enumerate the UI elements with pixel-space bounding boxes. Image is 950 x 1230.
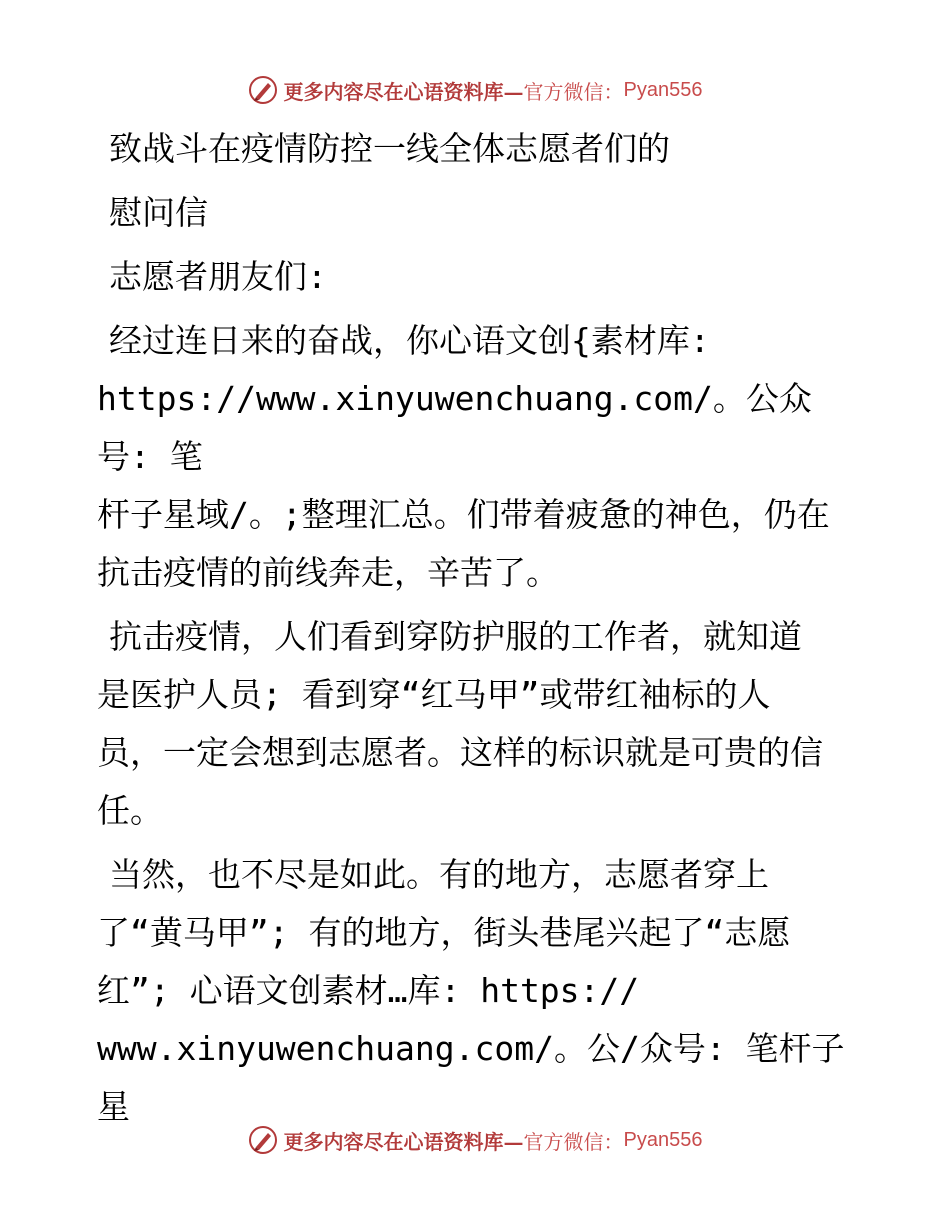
header-banner xyxy=(0,70,950,110)
pen-logo-icon xyxy=(248,1125,278,1155)
letter-body xyxy=(97,120,857,1136)
letter-salutation: 志愿者朋友们: xyxy=(109,257,327,296)
paragraph-3-line: 当然，也不尽是如此。有的地方，志愿者穿上 xyxy=(109,855,769,894)
letter-title-line2: 慰问信 xyxy=(109,193,208,232)
banner-wechat-id: Pyan556 xyxy=(623,1128,703,1151)
paragraph-2 xyxy=(97,608,857,840)
banner-wechat-label: 官方微信： xyxy=(523,1129,624,1154)
paragraph-1-line: 抗击疫情的前线奔走，辛苦了。 xyxy=(97,553,559,592)
paragraph-2-line: 抗击疫情，人们看到穿防护服的工作者，就知道 xyxy=(109,617,802,656)
paragraph-1-line: 经过连日来的奋战，你心语文创{素材库: xyxy=(109,321,710,360)
paragraph-3-line: 红”; 心语文创素材…库: https:// xyxy=(97,971,640,1010)
paragraph-1-line: https://www.xinyuwenchuang.com/。公众号: 笔 xyxy=(97,379,812,476)
paragraph-2-line: 员，一定会想到志愿者。这样的标识就是可贵的信 xyxy=(97,733,823,772)
paragraph-2-line: 任。 xyxy=(97,791,163,830)
paragraph-3 xyxy=(97,846,857,1136)
paragraph-1 xyxy=(97,312,857,602)
banner-main-text: 更多内容尽在心语资料库— xyxy=(283,1129,524,1154)
paragraph-3-line: 了“黄马甲”; 有的地方，街头巷尾兴起了“志愿 xyxy=(97,913,791,952)
banner-main-text: 更多内容尽在心语资料库— xyxy=(283,79,524,104)
letter-title-line1: 致战斗在疫情防控一线全体志愿者们的 xyxy=(109,129,670,168)
paragraph-1-line: 杆子星域/。;整理汇总。们带着疲惫的神色，仍在 xyxy=(97,495,830,534)
pen-logo-icon xyxy=(248,75,278,105)
paragraph-3-line: www.xinyuwenchuang.com/。公/众号: 笔杆子星 xyxy=(97,1029,845,1126)
banner-wechat-id: Pyan556 xyxy=(623,78,703,101)
banner-wechat-label: 官方微信： xyxy=(523,79,624,104)
footer-banner xyxy=(0,1120,950,1160)
paragraph-2-line: 是医护人员; 看到穿“红马甲”或带红袖标的人 xyxy=(97,675,771,714)
